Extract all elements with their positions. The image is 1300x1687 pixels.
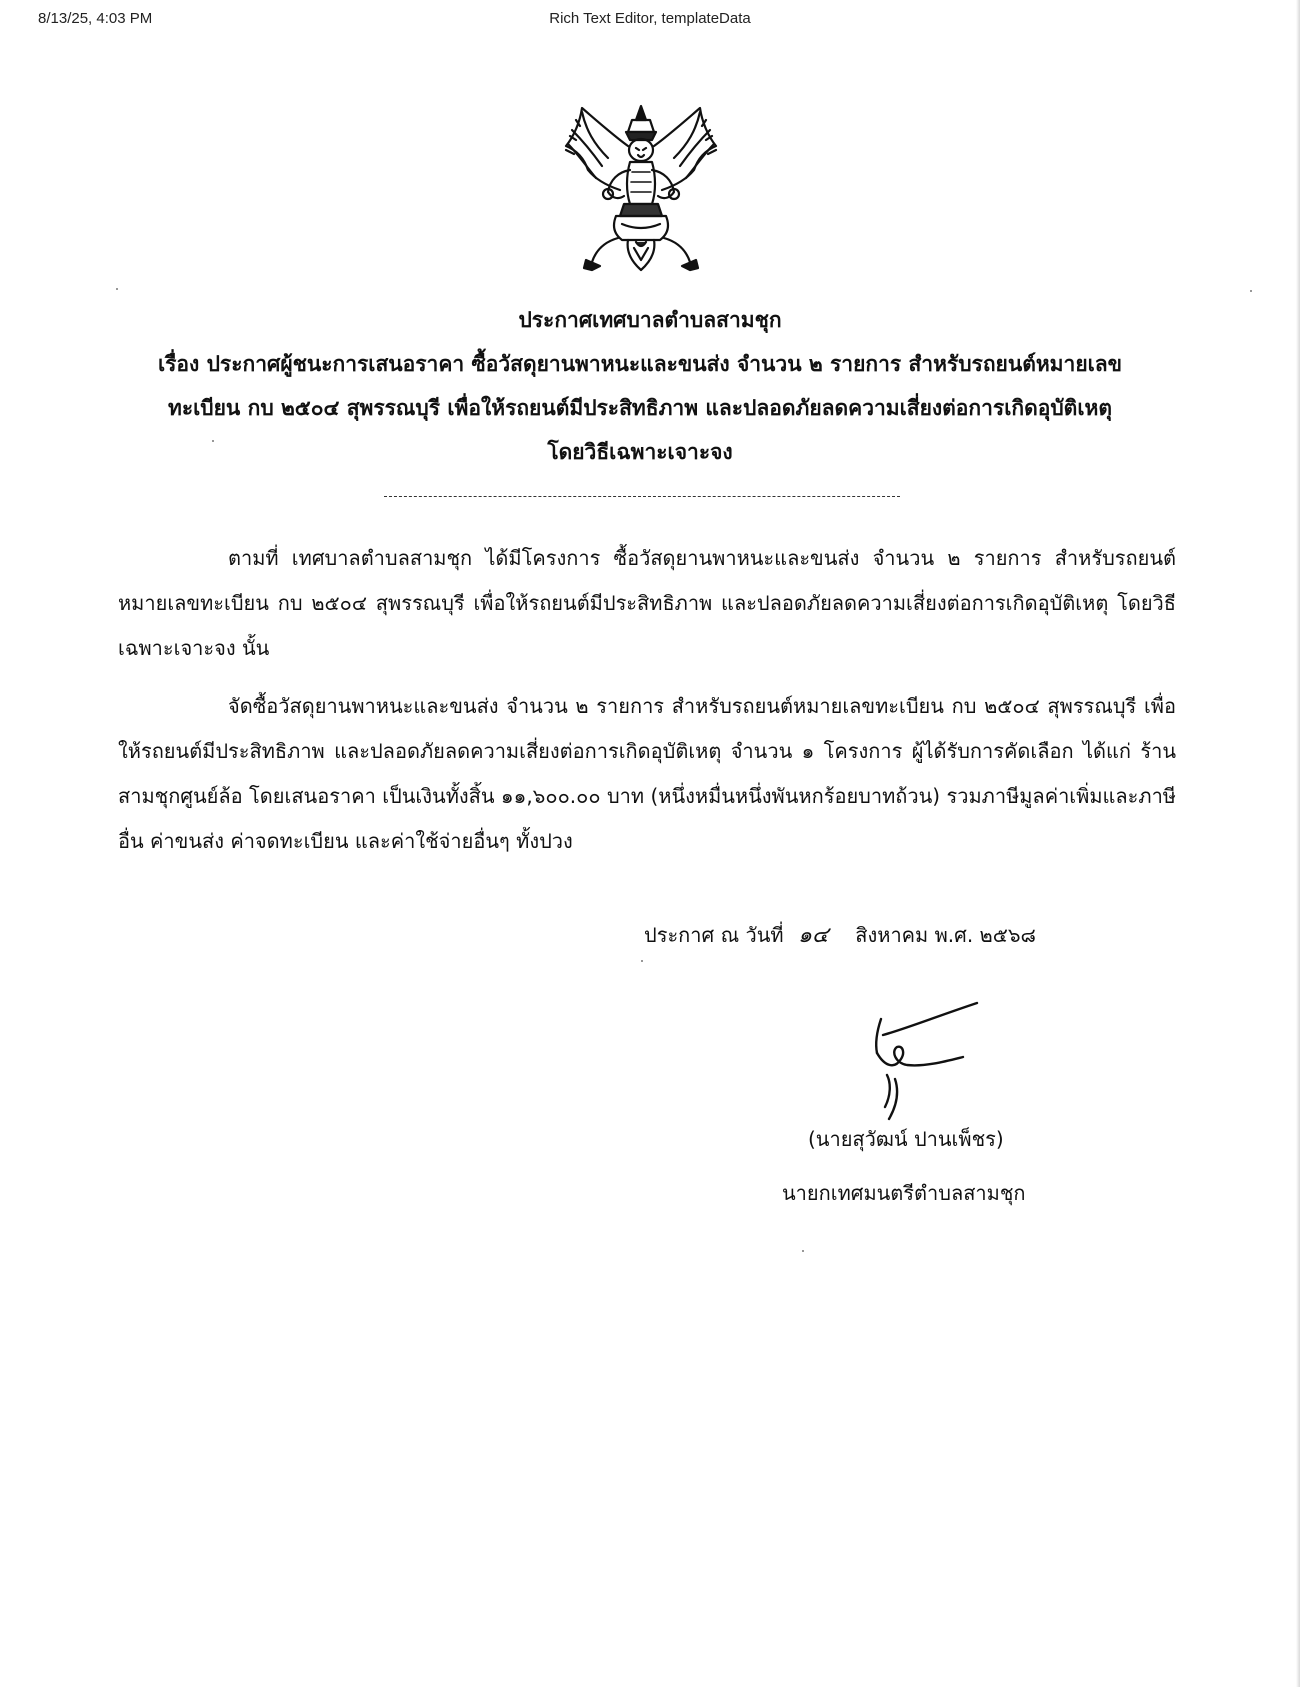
subject-line-1: เรื่อง ประกาศผู้ชนะการเสนอราคา ซื้อวัสดุยานพาหนะและขนส่ง จำนวน ๒ รายการ สำหรับรถยนต์หมายเลข bbox=[157, 352, 1123, 376]
print-title: Rich Text Editor, templateData bbox=[549, 10, 751, 27]
signer-name: (นายสุวัฒน์ ปานเพ็ชร) bbox=[808, 1127, 1004, 1151]
announcement-month-year: สิงหาคม พ.ศ. ๒๕๖๘ bbox=[855, 923, 1036, 947]
signer-position: นายกเทศมนตรีตำบลสามชุก bbox=[782, 1181, 1026, 1205]
subject-line-3: โดยวิธีเฉพาะเจาะจง bbox=[547, 440, 733, 464]
scan-speck bbox=[1250, 290, 1252, 292]
body-paragraph-1: ตามที่ เทศบาลตำบลสามชุก ได้มีโครงการ ซื้อวัสดุยานพาหนะและขนส่ง จำนวน ๒ รายการ สำหรับรถยนต์หมายเลขทะเบียน กบ ๒๕๐๔ สุพรรณบุรี เพื่อให้รถยนต์มีประสิทธิภาพ และปลอดภัยลดความเสี่ยงต่อการเกิดอุบัติเหตุ โดยวิธีเฉพาะเจาะจง นั้น bbox=[118, 546, 1176, 660]
scan-speck bbox=[641, 960, 643, 962]
handwritten-signature-icon bbox=[865, 995, 1025, 1135]
announcement-subject bbox=[120, 342, 1160, 474]
announcement-day: ๑๔ bbox=[797, 922, 829, 947]
print-datetime: 8/13/25, 4:03 PM bbox=[38, 10, 153, 27]
body-paragraph-2: จัดซื้อวัสดุยานพาหนะและขนส่ง จำนวน ๒ รายการ สำหรับรถยนต์หมายเลขทะเบียน กบ ๒๕๐๔ สุพรรณบุรี เพื่อให้รถยนต์มีประสิทธิภาพ และปลอดภัยลดความเสี่ยงต่อการเกิดอุบัติเหตุ จำนวน ๑ โครงการ ผู้ได้รับการคัดเลือก ได้แก่ ร้านสามชุกศูนย์ล้อ โดยเสนอราคา เป็นเงินทั้งสิ้น ๑๑,๖๐๐.๐๐ บาท (หนึ่งหมื่นหนึ่งพันหกร้อยบาทถ้วน) รวมภาษีมูลค่าเพิ่มและภาษีอื่น ค่าขนส่ง ค่าจดทะเบียน และค่าใช้จ่ายอื่นๆ ทั้งปวง bbox=[118, 694, 1176, 853]
announcement-date bbox=[644, 918, 1036, 952]
scan-speck bbox=[116, 288, 118, 290]
subject-line-2: ทะเบียน กบ ๒๕๐๔ สุพรรณบุรี เพื่อให้รถยนต์มีประสิทธิภาพ และปลอดภัยลดความเสี่ยงต่อการเกิดอุบัติเหตุ bbox=[168, 396, 1112, 420]
dashed-separator bbox=[384, 496, 900, 497]
garuda-emblem-icon bbox=[556, 100, 726, 275]
announcement-heading: ประกาศเทศบาลตำบลสามชุก bbox=[518, 308, 782, 332]
announcement-date-prefix: ประกาศ ณ วันที่ bbox=[644, 923, 784, 947]
scan-speck bbox=[212, 440, 214, 442]
scan-speck bbox=[802, 1250, 804, 1252]
